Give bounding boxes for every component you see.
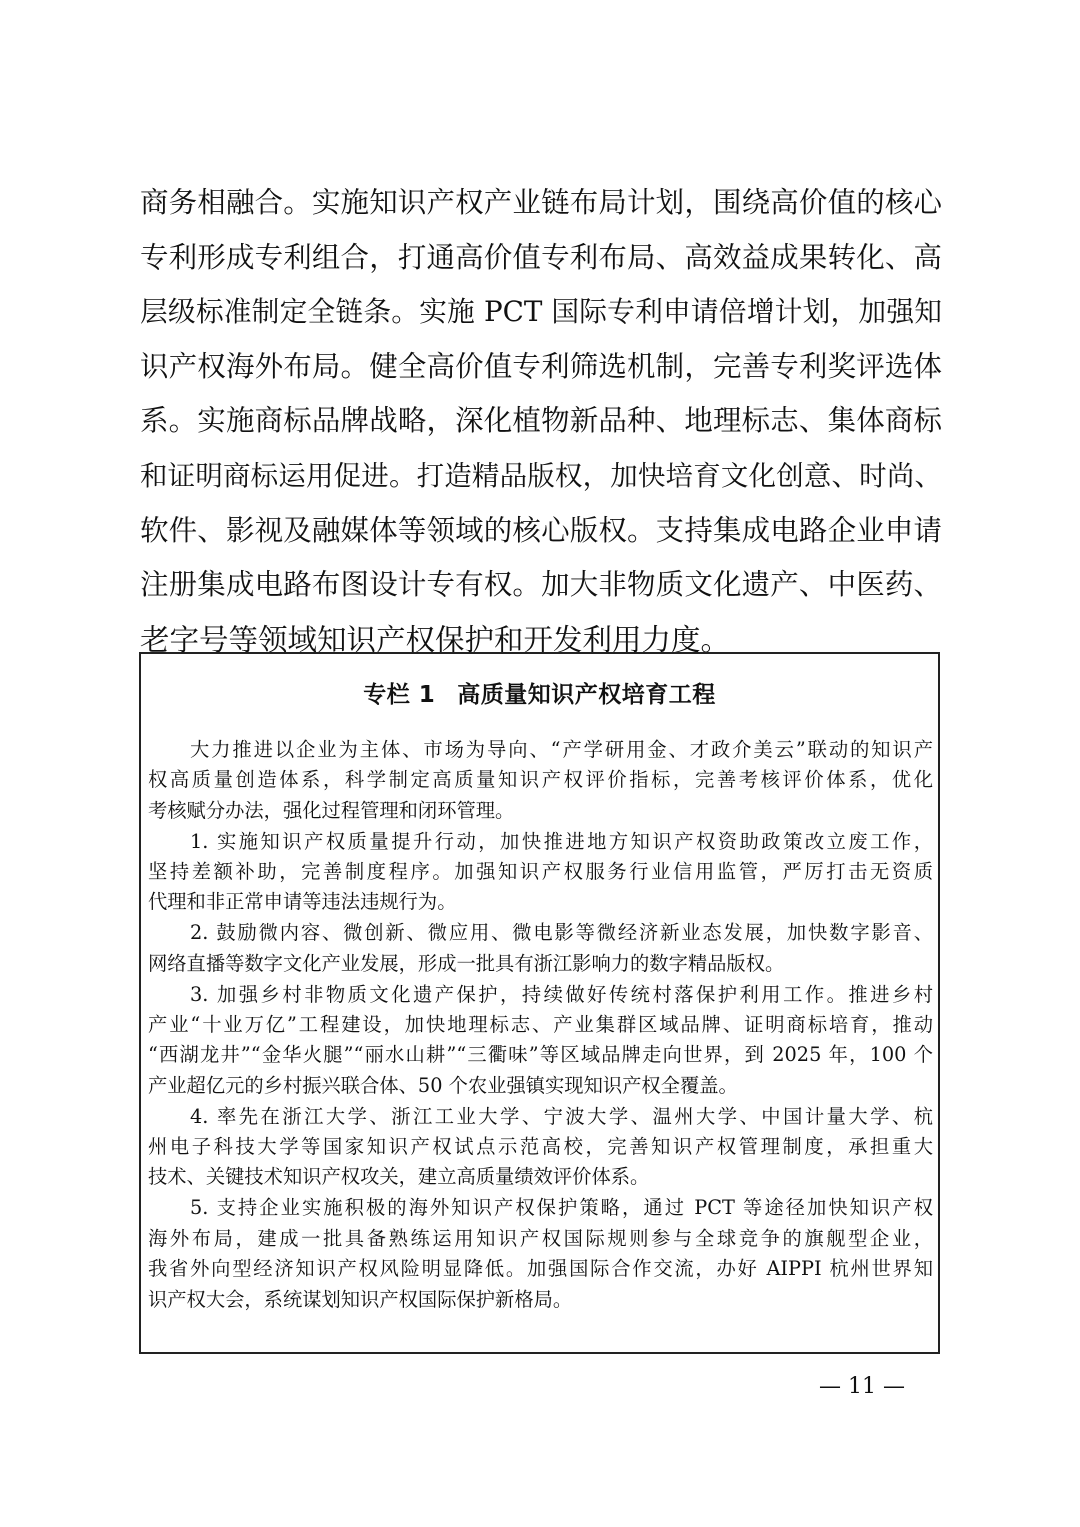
paragraph-line: 州电子科技大学等国家知识产权试点示范高校，完善知识产权管理制度，承担重大 [148, 1135, 933, 1159]
paragraph-line: 2. 鼓励微内容、微创新、微应用、微电影等微经济新业态发展，加快数字影音、 [190, 921, 933, 945]
box-heading: 高质量知识产权培育工程 [457, 682, 716, 708]
paragraph-line: 大力推进以企业为主体、市场为导向、“产学研用金、才政介美云”联动的知识产 [190, 738, 933, 761]
intro-paragraph [148, 735, 933, 826]
paragraph-line: 识产权大会，系统谋划知识产权国际保护新格局。 [148, 1287, 573, 1311]
paragraph-line: 技术、关键技术知识产权攻关，建立高质量绩效评价体系。 [148, 1165, 650, 1189]
paragraph-line: 考核赋分办法，强化过程管理和闭环管理。 [148, 798, 515, 822]
item-paragraph-1 [148, 827, 933, 918]
body-line: 老字号等领域知识产权保护和开发利用力度。 [140, 622, 731, 657]
paragraph-line: 我省外向型经济知识产权风险明显降低。加强国际合作交流，办好 AIPPI 杭州世界知 [148, 1257, 933, 1281]
page-number: — 11 — [819, 1374, 905, 1399]
paragraph-line: 权高质量创造体系，科学制定高质量知识产权评价指标，完善考核评价体系，优化 [148, 768, 933, 792]
paragraph-line: 坚持差额补助，完善制度程序。加强知识产权服务行业信用监管，严厉打击无资质 [148, 860, 933, 884]
body-line: 和证明商标运用促进。打造精品版权，加快培育文化创意、时尚、 [140, 459, 942, 492]
paragraph-line: 海外布局，建成一批具备熟练运用知识产权国际规则参与全球竞争的旗舰型企业， [148, 1226, 933, 1250]
item-paragraph-2 [148, 918, 933, 979]
body-line: 商务相融合。实施知识产权产业链布局计划，围绕高价值的核心 [140, 186, 942, 219]
paragraph-line: 产业超亿元的乡村振兴联合体、50 个农业强镇实现知识产权全覆盖。 [148, 1073, 738, 1097]
body-line: 系。实施商标品牌战略，深化植物新品种、地理标志、集体商标 [140, 404, 942, 438]
box-body [148, 735, 933, 1315]
body-line: 识产权海外布局。健全高价值专利筛选机制，完善专利奖评选体 [140, 349, 942, 383]
body-text [140, 176, 942, 667]
paragraph-line: 1. 实施知识产权质量提升行动，加快推进地方知识产权资助政策改立废工作， [190, 829, 933, 853]
box-label: 专栏 1 [363, 682, 436, 708]
body-line: 专利形成专利组合，打通高价值专利布局、高效益成果转化、高 [140, 240, 942, 274]
item-paragraph-5 [148, 1193, 933, 1315]
body-line: 注册集成电路布图设计专有权。加大非物质文化遗产、中医药、 [140, 568, 942, 602]
paragraph-line: 网络直播等数字文化产业发展，形成一批具有浙江影响力的数字精品版权。 [148, 951, 785, 975]
column-box [139, 652, 940, 1354]
paragraph-line: 产业“十业万亿”工程建设，加快地理标志、产业集群区域品牌、证明商标培育，推动 [148, 1013, 933, 1037]
item-paragraph-4 [148, 1102, 933, 1193]
paragraph-line: “西湖龙井”“金华火腿”“丽水山耕”“三衢味”等区域品牌走向世界，到 2025 年，100 个 [148, 1043, 933, 1067]
body-line: 软件、影视及融媒体等领域的核心版权。支持集成电路企业申请 [140, 513, 942, 547]
body-line: 层级标准制定全链条。实施 PCT 国际专利申请倍增计划，加强知 [140, 295, 942, 329]
paragraph-line: 3. 加强乡村非物质文化遗产保护，持续做好传统村落保护利用工作。推进乡村 [190, 982, 933, 1006]
paragraph-line: 代理和非正常申请等违法违规行为。 [148, 890, 457, 914]
paragraph-line: 4. 率先在浙江大学、浙江工业大学、宁波大学、温州大学、中国计量大学、杭 [190, 1104, 933, 1128]
box-title [141, 676, 938, 709]
paragraph-line: 5. 支持企业实施积极的海外知识产权保护策略，通过 PCT 等途径加快知识产权 [190, 1196, 933, 1220]
item-paragraph-3 [148, 980, 933, 1102]
